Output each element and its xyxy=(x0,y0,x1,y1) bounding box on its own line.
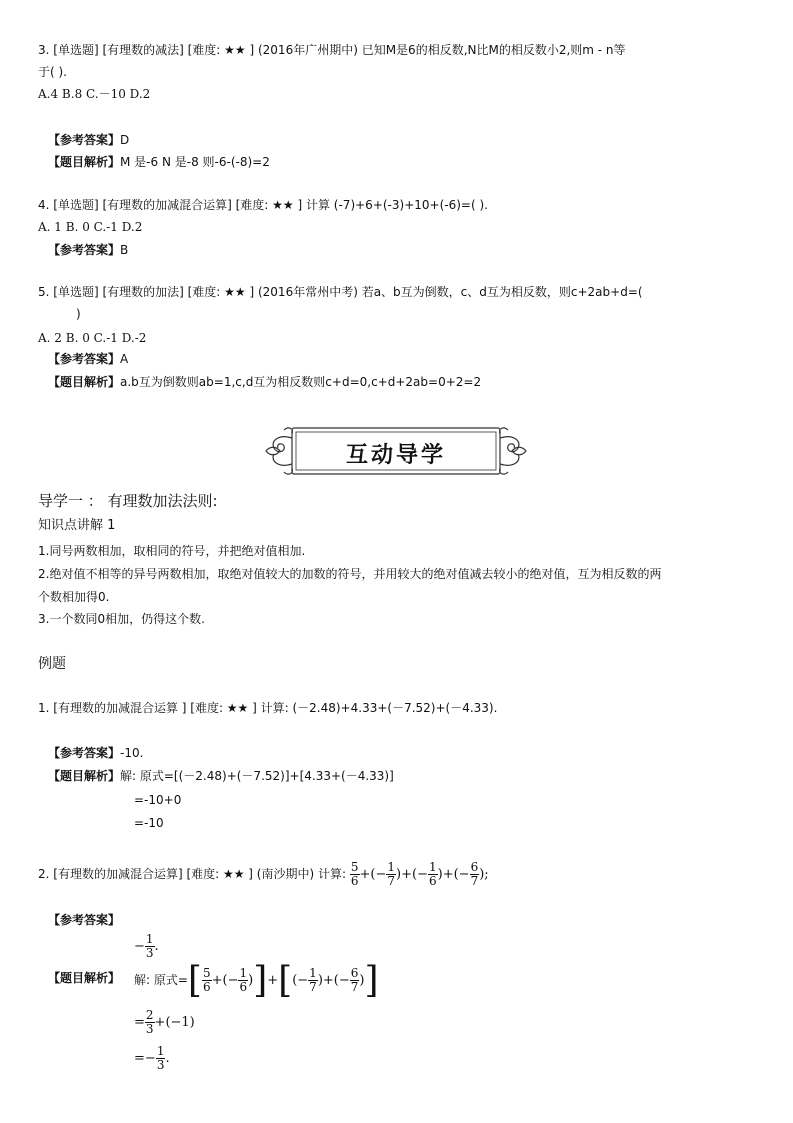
ex2-stem xyxy=(38,860,489,889)
fraction: $\frac{1}{6}$ xyxy=(239,966,248,994)
q3-answer xyxy=(48,132,129,148)
knowledge-point-title: 知识点讲解 1 xyxy=(38,518,116,533)
ex2-stem-text: 2. [有理数的加减混合运算] [难度: ★★ ] (南沙期中) 计算: xyxy=(38,867,347,881)
rule-2-line1: 2.绝对值不相等的异号两数相加，取绝对值较大的加数的符号，并用较大的绝对值减去较小的绝对值，互为相反数的两 xyxy=(38,567,662,581)
answer-label: 【参考答案】 xyxy=(48,133,121,147)
rule-3: 3.一个数同0相加，仍得这个数. xyxy=(38,612,205,626)
fraction: $\frac{1}{7}$ xyxy=(309,966,317,994)
answer-label: 【参考答案】 xyxy=(48,352,121,366)
ex2-answer-value: − $\frac{1}{3}$ . xyxy=(134,932,159,960)
answer-value: D xyxy=(120,133,130,147)
ex2-expression: $\frac{5}{6}$ +(− $\frac{1}{7}$ )+(− $\frac{1}{6}$ )+(− $\frac{6}{7}$ ); xyxy=(350,860,489,888)
answer-value: B xyxy=(120,243,129,257)
ex2-answer-label xyxy=(48,912,120,928)
q5-stem-line1: 5. [单选题] [有理数的加法] [难度: ★★ ] (2016年常州中考) 若a、b互为倒数，c、d互为相反数，则c+2ab+d=( xyxy=(38,285,643,299)
q3-analysis xyxy=(48,154,270,170)
q5-stem-line2: ) xyxy=(76,307,81,321)
ex1-analysis xyxy=(48,768,394,784)
q4-stem: 4. [单选题] [有理数的加减混合运算] [难度: ★★ ] 计算 (-7)+6+(-3)+10+(-6)=( ). xyxy=(38,198,488,212)
fraction: $\frac{1}{3}$ xyxy=(156,1044,165,1072)
fraction: $\frac{2}{3}$ xyxy=(145,1008,154,1036)
q3-stem-line1: 3. [单选题] [有理数的减法] [难度: ★★ ] (2016年广州期中) 已知M是6的相反数,N比M的相反数小2,则m - n等 xyxy=(38,43,626,57)
analysis-text: M 是-6 N 是-8 则-6-(-8)=2 xyxy=(120,155,270,169)
analysis-text: a.b互为倒数则ab=1,c,d互为相反数则c+d=0,c+d+2ab=0+2=2 xyxy=(120,375,482,389)
fraction: $\frac{5}{6}$ xyxy=(202,966,211,994)
analysis-label: 【题目解析】 xyxy=(48,375,121,389)
section-banner xyxy=(262,424,530,478)
q4-answer xyxy=(48,242,128,258)
fraction: $\frac{5}{6}$ xyxy=(350,860,359,888)
fraction: $\frac{6}{7}$ xyxy=(350,966,359,994)
answer-label: 【参考答案】 xyxy=(48,243,121,257)
q5-answer xyxy=(48,351,128,367)
q5-analysis xyxy=(48,374,481,390)
fraction: $\frac{1}{7}$ xyxy=(387,860,396,888)
q3-stem-line2: 于( ). xyxy=(38,65,67,79)
ex2-analysis-label xyxy=(48,970,120,986)
answer-label: 【参考答案】 xyxy=(48,746,121,760)
example-title: 例题 xyxy=(38,656,66,672)
q4-options: A. 1 B. 0 C.-1 D.2 xyxy=(38,220,143,234)
ex1-step-2: =-10+0 xyxy=(134,793,182,807)
analysis-label: 【题目解析】 xyxy=(48,155,121,169)
rule-2-line2: 个数相加得0. xyxy=(38,590,110,604)
q5-options: A. 2 B. 0 C.-1 D.-2 xyxy=(38,331,147,345)
q3-options: A.4 B.8 C.－10 D.2 xyxy=(38,87,151,101)
fraction: $\frac{6}{7}$ xyxy=(470,860,479,888)
ex1-step-3: =-10 xyxy=(134,816,164,830)
analysis-label: 【题目解析】 xyxy=(48,769,121,783)
banner-title: 互动导学 xyxy=(345,442,446,468)
ex2-analysis-step-1: 解: 原式=[ $\frac{5}{6}$ +(− $\frac{1}{6}$ )]+[(− $\frac{1}{7}$ )+(− $\frac{6}{7}$ )] xyxy=(134,959,379,1001)
ex2-analysis-step-2: = $\frac{2}{3}$ +(−1) xyxy=(134,1008,195,1036)
ex1-stem: 1. [有理数的加减混合运算 ] [难度: ★★ ] 计算: (－2.48)+4.33+(－7.52)+(－4.33). xyxy=(38,701,498,715)
answer-value: -10. xyxy=(120,746,144,760)
ex1-answer xyxy=(48,745,143,761)
analysis-label: 【题目解析】 xyxy=(48,971,121,985)
section-title: 导学一 ： 有理数加法法则: xyxy=(38,492,218,510)
fraction: $\frac{1}{3}$ xyxy=(145,932,154,960)
answer-value: A xyxy=(120,352,129,366)
fraction: $\frac{1}{6}$ xyxy=(428,860,437,888)
ex2-analysis-step-3: =− $\frac{1}{3}$ . xyxy=(134,1044,170,1072)
answer-label: 【参考答案】 xyxy=(48,913,121,927)
analysis-text: 解: 原式=[(－2.48)+(－7.52)]+[4.33+(－4.33)] xyxy=(120,769,394,783)
rule-1: 1.同号两数相加，取相同的符号，并把绝对值相加. xyxy=(38,544,306,558)
